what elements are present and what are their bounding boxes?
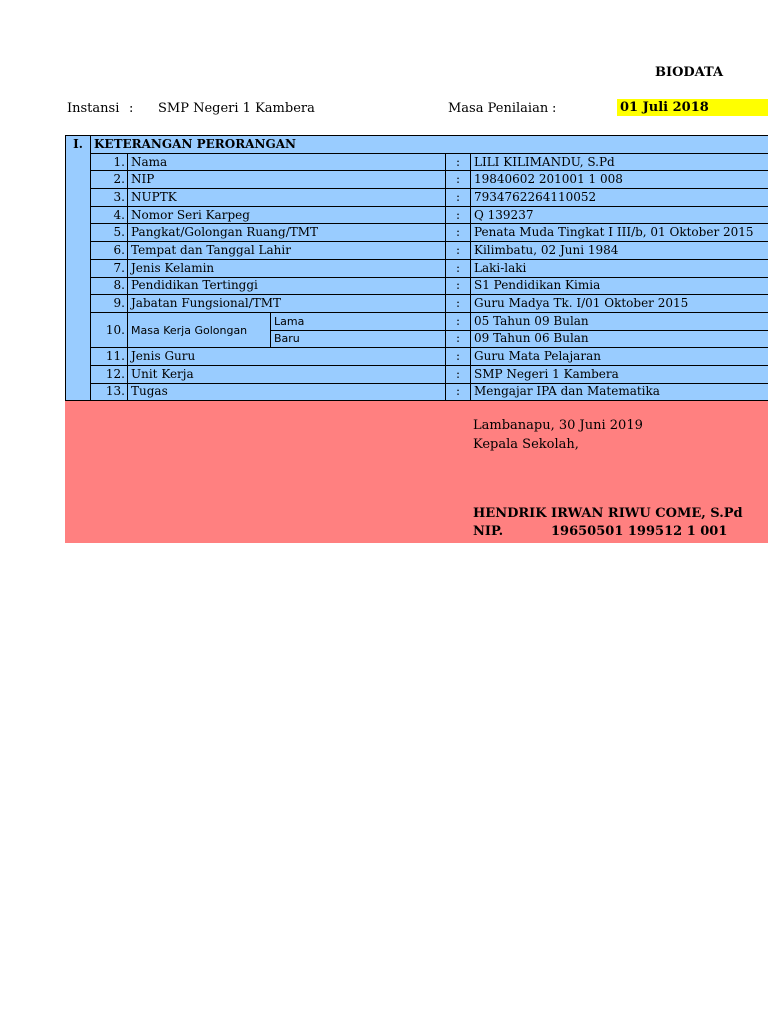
row-label: NUPTK — [128, 189, 446, 207]
signature-nip — [473, 524, 768, 539]
row-colon: : — [446, 224, 471, 242]
table-row — [66, 365, 768, 383]
row-number: 8. — [91, 277, 128, 295]
row-number: 2. — [91, 171, 128, 189]
row-value: 19840602 201001 1 008 — [471, 171, 768, 189]
table-row — [66, 259, 768, 277]
row-colon: : — [446, 189, 471, 207]
row-value: Q 139237 — [471, 206, 768, 224]
row-value: Laki-laki — [471, 259, 768, 277]
row-value: Guru Mata Pelajaran — [471, 348, 768, 366]
row-number: 11. — [91, 348, 128, 366]
signature-nip-label: NIP. — [473, 524, 504, 539]
row-number: 13. — [91, 383, 128, 401]
row-number: 10. — [91, 312, 128, 347]
row-colon: : — [446, 330, 471, 348]
row-value: Guru Madya Tk. I/01 Oktober 2015 — [471, 295, 768, 313]
table-row — [66, 206, 768, 224]
row-label: Nomor Seri Karpeg — [128, 206, 446, 224]
table-row — [66, 189, 768, 207]
row-colon: : — [446, 348, 471, 366]
row-value: LILI KILIMANDU, S.Pd — [471, 153, 768, 171]
table-row — [66, 224, 768, 242]
table-row — [66, 295, 768, 313]
table-row — [66, 383, 768, 401]
row-number: 4. — [91, 206, 128, 224]
masa-kerja-lama-value: 05 Tahun 09 Bulan — [471, 312, 768, 330]
signature-block — [65, 401, 768, 543]
table-row — [66, 171, 768, 189]
masa-penilaian-value: 01 Juli 2018 — [617, 99, 768, 116]
table-row — [66, 348, 768, 366]
row-number: 7. — [91, 259, 128, 277]
row-colon: : — [446, 312, 471, 330]
biodata-table — [65, 135, 768, 401]
masa-penilaian-colon: : — [552, 101, 557, 116]
row-label: Unit Kerja — [128, 365, 446, 383]
table-row — [66, 153, 768, 171]
masa-kerja-baru-label: Baru — [271, 330, 446, 348]
row-label: Jabatan Fungsional/TMT — [128, 295, 446, 313]
row-label: Pangkat/Golongan Ruang/TMT — [128, 224, 446, 242]
row-number: 3. — [91, 189, 128, 207]
row-label: Pendidikan Tertinggi — [128, 277, 446, 295]
row-colon: : — [446, 206, 471, 224]
row-value: 7934762264110052 — [471, 189, 768, 207]
masa-kerja-lama-label: Lama — [271, 312, 446, 330]
row-value: S1 Pendidikan Kimia — [471, 277, 768, 295]
row-colon: : — [446, 242, 471, 260]
row-label: Jenis Guru — [128, 348, 446, 366]
row-value: Kilimbatu, 02 Juni 1984 — [471, 242, 768, 260]
section-title: KETERANGAN PERORANGAN — [91, 136, 768, 154]
masa-kerja-baru-value: 09 Tahun 06 Bulan — [471, 330, 768, 348]
table-row — [66, 242, 768, 260]
row-colon: : — [446, 295, 471, 313]
row-value: Mengajar IPA dan Matematika — [471, 383, 768, 401]
row-colon: : — [446, 383, 471, 401]
signature-name: HENDRIK IRWAN RIWU COME, S.Pd — [473, 506, 743, 521]
section-number: I. — [66, 136, 91, 401]
row-value: Penata Muda Tingkat I III/b, 01 Oktober 2015 — [471, 224, 768, 242]
row-number: 1. — [91, 153, 128, 171]
row-colon: : — [446, 277, 471, 295]
row-number: 9. — [91, 295, 128, 313]
biodata-table-container — [65, 135, 768, 401]
row-value: SMP Negeri 1 Kambera — [471, 365, 768, 383]
row-colon: : — [446, 365, 471, 383]
signature-role: Kepala Sekolah, — [473, 437, 579, 452]
row-label: NIP — [128, 171, 446, 189]
document-title: BIODATA — [655, 65, 724, 80]
section-header-row — [66, 136, 768, 154]
table-row-masa-kerja-lama — [66, 312, 768, 330]
masa-penilaian-label: Masa Penilaian — [448, 101, 549, 116]
row-label: Tempat dan Tanggal Lahir — [128, 242, 446, 260]
row-colon: : — [446, 171, 471, 189]
row-label: Masa Kerja Golongan — [128, 312, 271, 347]
row-number: 5. — [91, 224, 128, 242]
table-row — [66, 277, 768, 295]
instansi-colon: : — [129, 101, 134, 116]
row-colon: : — [446, 259, 471, 277]
row-label: Nama — [128, 153, 446, 171]
row-label: Jenis Kelamin — [128, 259, 446, 277]
instansi-label: Instansi — [67, 101, 120, 116]
instansi-value: SMP Negeri 1 Kambera — [158, 101, 315, 116]
signature-nip-value: 19650501 199512 1 001 — [551, 524, 728, 539]
row-number: 6. — [91, 242, 128, 260]
row-colon: : — [446, 153, 471, 171]
row-number: 12. — [91, 365, 128, 383]
row-label: Tugas — [128, 383, 446, 401]
signature-place-date: Lambanapu, 30 Juni 2019 — [473, 418, 643, 433]
